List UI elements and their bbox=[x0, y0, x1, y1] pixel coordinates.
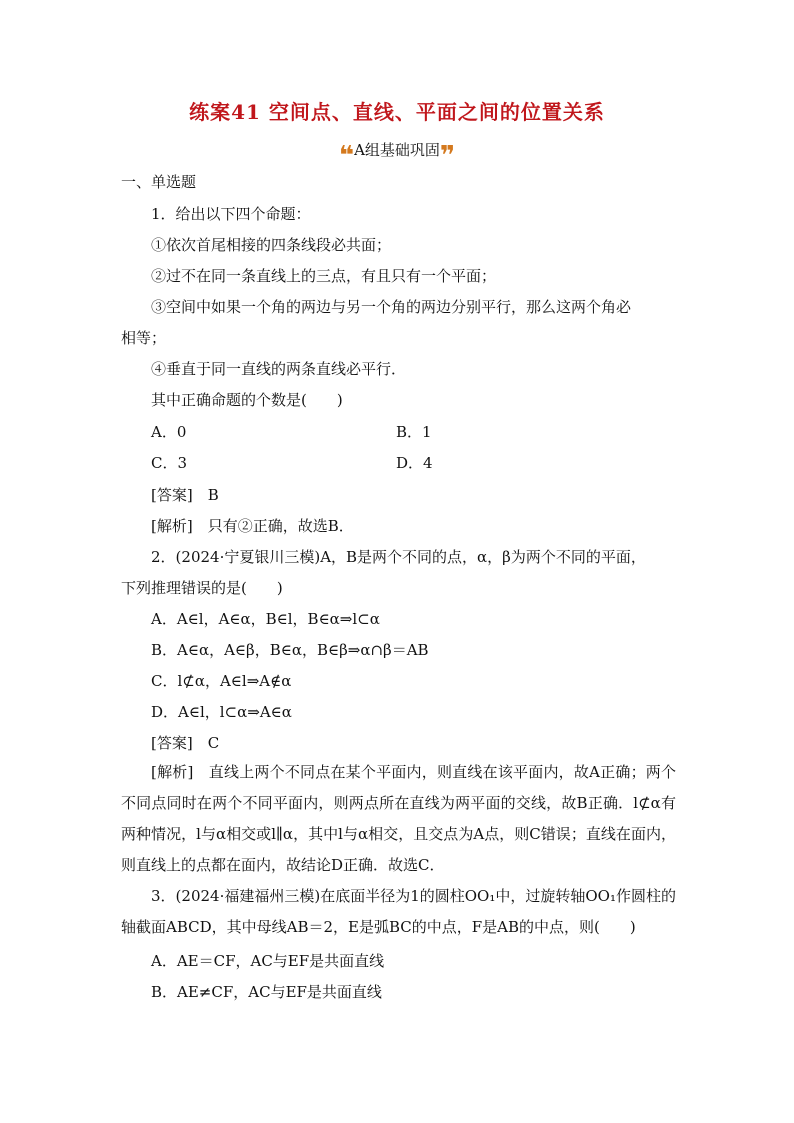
close-quote-icon: ❞ bbox=[439, 141, 456, 171]
q1-option-c: C．3 bbox=[151, 454, 188, 472]
group-label: A组基础巩固 bbox=[354, 141, 440, 159]
q1-option-d: D．4 bbox=[396, 454, 433, 472]
q2-stem-line1: 2．(2024·宁夏银川三模)A，B是两个不同的点，α，β为两个不同的平面， bbox=[151, 548, 646, 566]
q2-option-b: B．A∈α，A∈β，B∈α，B∈β⇒α∩β＝AB bbox=[151, 641, 429, 659]
q1-statement-3-cont: 相等； bbox=[121, 329, 167, 347]
q2-option-c: C．l⊄α，A∈l⇒A∉α bbox=[151, 672, 292, 690]
q2-answer: [答案] C bbox=[151, 734, 220, 752]
q3-option-b: B．AE≠CF，AC与EF是共面直线 bbox=[151, 983, 382, 1001]
q1-option-b: B．1 bbox=[396, 423, 432, 441]
q2-analysis: [解析] 直线上两个不同点在某个平面内，则直线在该平面内，故A正确；两个不同点同时在两个不同平面内，则两点所在直线为两平面的交线，故B正确．l⊄α有两种情况，l与α相交或l∥α，其中l与α相交，且交点为A点，则C错误；直线在面内，则直线上的点都在面内，故结论D正确．故选C． bbox=[121, 763, 676, 874]
q1-option-a: A．0 bbox=[151, 423, 187, 441]
section-heading: 一、单选题 bbox=[121, 173, 197, 191]
q3-stem: 3．(2024·福建福州三模)在底面半径为1的圆柱OO₁中，过旋转轴OO₁作圆柱的轴截面ABCD，其中母线AB＝2，E是弧BC的中点，F是AB的中点，则( ) bbox=[121, 887, 676, 936]
q2-stem-line2: 下列推理错误的是( ) bbox=[121, 579, 283, 597]
q1-statement-3: ③空间中如果一个角的两边与另一个角的两边分别平行，那么这两个角必 bbox=[151, 298, 632, 316]
q1-stem: 1．给出以下四个命题： bbox=[151, 205, 311, 223]
group-heading bbox=[0, 139, 794, 171]
q1-answer: [答案] B bbox=[151, 486, 219, 504]
q1-statement-1: ①依次首尾相接的四条线段必共面； bbox=[151, 236, 392, 254]
page-title: 练案41 空间点、直线、平面之间的位置关系 bbox=[189, 100, 605, 124]
q1-statement-4: ④垂直于同一直线的两条直线必平行． bbox=[151, 360, 407, 378]
open-quote-icon: ❝ bbox=[338, 141, 355, 171]
q3-option-a: A．AE＝CF，AC与EF是共面直线 bbox=[151, 952, 385, 970]
q1-statement-2: ②过不在同一条直线上的三点，有且只有一个平面； bbox=[151, 267, 497, 285]
q2-option-a: A．A∈l，A∈α，B∈l，B∈α⇒l⊂α bbox=[151, 610, 380, 628]
q1-analysis: [解析] 只有②正确，故选B． bbox=[151, 517, 354, 535]
q2-option-d: D．A∈l，l⊂α⇒A∈α bbox=[151, 703, 292, 721]
q1-ask: 其中正确命题的个数是( ) bbox=[151, 391, 343, 409]
